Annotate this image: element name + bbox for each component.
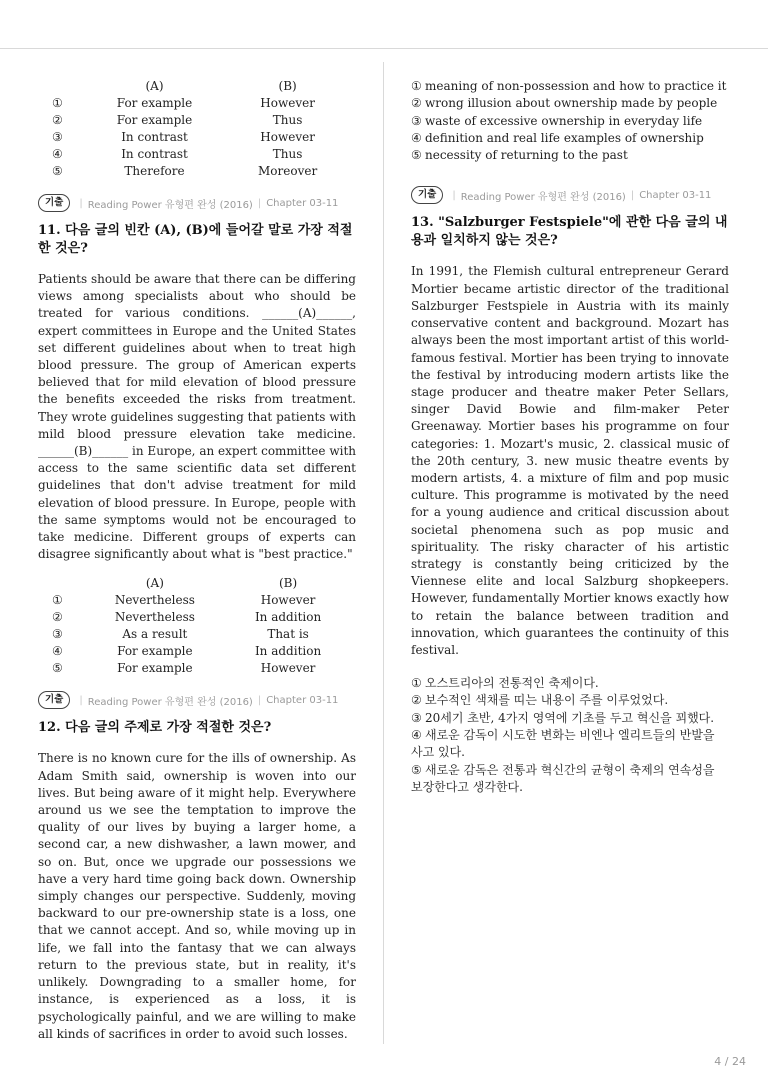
answer-number: ① [411,676,422,691]
answer-choice[interactable] [411,78,729,95]
chapter-label: Chapter 03-11 [266,197,339,209]
option-number: ⑤ [52,164,63,178]
option-a: For example [116,113,193,127]
option-b: In addition [254,644,322,659]
option-a: In contrast [121,130,188,144]
header-b: (B) [278,576,298,591]
left-column [38,78,356,1043]
option-number: ⑤ [52,661,63,676]
option-row[interactable] [38,146,356,163]
option-number: ① [52,96,63,110]
answer-choice[interactable] [411,727,729,762]
source-label: Reading Power 유형편 완성 (2016) [87,199,253,211]
option-a: For example [117,644,193,659]
option-number: ③ [52,627,63,642]
option-b: However [260,96,315,110]
answer-number: ⑤ [411,148,422,163]
q11-title: 11. 다음 글의 빈칸 (A), (B)에 들어갈 말로 가장 적절한 것은? [38,223,353,256]
option-row[interactable] [38,643,356,660]
answer-choice[interactable] [411,147,729,164]
option-number: ③ [52,130,63,144]
answer-choice[interactable] [411,675,729,692]
option-a: In contrast [121,147,188,161]
option-a: For example [116,96,193,110]
answer-choice[interactable] [411,95,729,112]
option-number: ① [52,593,63,608]
option-a: Nevertheless [114,593,195,608]
option-number: ④ [52,644,63,659]
option-row[interactable] [38,609,356,626]
q13-title: 13. "Salzburger Festspiele"에 관한 다음 글의 내용과 일치하지 않는 것은? [411,215,728,249]
answer-text: necessity of returning to the past [425,148,628,163]
answer-text: wrong illusion about ownership made by people [425,96,718,111]
q13-passage: In 1991, the Flemish cultural entrepreneur Gerard Mortier became artistic director of the traditional Salzburger Festspiele in Austria with its mainly conservative content and background. Mozart has always been the most important artist of this world-famous festival. Mortier has been trying to innovate the festival by introducing modern artists like the stage producer and theatre maker Peter Sellars, singer David Bowie and film-maker Peter Greenaway. Mortier bases his programme on four categories: 1. Mozart's music, 2. classical music of the 20th century, 3. new music theatre events by modern artists, 4. a mixture of film and pop music culture. This programme is motivated by the need for a young audience and critical discussion about societal phenomena such as pop music and spirituality. The risky character of his artistic strategy is constantly being criticized by the Viennese elite and local Salzburg shopkeepers. However, fundamentally Mortier knows exactly how to retain the balance between tradition and innovation, which guarantees the continuity of this festival. [411,264,729,657]
answer-choice[interactable] [411,692,729,709]
option-b: Moreover [258,164,318,178]
option-number: ② [52,113,63,127]
answer-text: 새로운 감독은 전통과 혁신간의 균형이 축제의 연속성을 보장한다고 생각한다. [411,762,715,794]
q12-meta: 기출 | Reading Power 유형편 완성 (2016) | Chapter 03-11 [38,691,356,709]
past-exam-badge: 기출 [38,691,70,709]
answer-choice[interactable] [411,762,729,797]
q12-passage: There is no known cure for the ills of ownership. As Adam Smith said, ownership is woven into our lives. But being aware of it might help. Everywhere around us we see the temptation to improve the quality of our lives by buying a larger home, a second car, a new dishwasher, a lawn mower, and so on. But, once we upgrade our possessions we have a very hard time going back down. Ownership simply changes our perspective. Suddenly, moving backward to our pre-ownership state is a loss, one that we cannot accept. And so, while moving up in life, we fall into the fantasy that we can always return to the previous state, but in reality, it's unlikely. Downgrading to a smaller home, for instance, is experienced as a loss, it is psychologically painful, and we are willing to make all kinds of sacrifices in order to avoid such losses. [38,751,356,1041]
answer-number: ④ [411,130,422,145]
option-row[interactable] [38,129,356,146]
option-b: However [260,661,316,676]
option-b: However [260,593,316,608]
options-header [38,575,356,592]
header-a: (A) [145,576,164,591]
q12-title: 12. 다음 글의 주제로 가장 적절한 것은? [38,720,272,736]
option-row[interactable] [38,112,356,129]
q13-meta: 기출 | Reading Power 유형편 완성 (2016) | Chapter 03-11 [411,186,729,204]
q11-passage: Patients should be aware that there can be differing views among specialists about who should be treated for various conditions. ______(A)______, expert committees in Europe and the United States set different guidelines about when to treat high blood pressure. The group of American experts believed that for mild elevation of blood pressure the benefits exceeded the risks from treatment. They wrote guidelines suggesting that patients with mild blood pressure elevation take medicine. ______(B)______ in Europe, an expert committee with access to the same scientific data set different guidelines that don't advise treatment for mild elevation of blood pressure. In Europe, people with the same symptoms would not be encouraged to take medicine. Different groups of experts can disagree significantly about what is "best practice." [38,272,356,562]
header-rule [0,48,768,49]
answer-number: ② [411,96,422,111]
option-a: Nevertheless [114,610,195,625]
answer-text: waste of excessive ownership in everyday life [425,113,703,128]
chapter-label: Chapter 03-11 [266,694,339,706]
answer-text: definition and real life examples of ownership [425,130,704,145]
answer-number: ② [411,693,422,708]
option-row[interactable] [38,626,356,643]
answer-number: ③ [411,113,422,128]
option-b: However [260,130,315,144]
option-a: For example [117,661,193,676]
q10-options-table [38,78,356,180]
answer-text: 20세기 초반, 4가지 영역에 기초를 두고 혁신을 꾀했다. [425,710,715,725]
answer-number: ① [411,79,422,93]
answer-number: ④ [411,728,422,743]
option-b: Thus [272,147,303,161]
source-label: Reading Power 유형편 완성 (2016) [87,696,253,708]
past-exam-badge: 기출 [411,186,443,204]
q11-meta: 기출 | Reading Power 유형편 완성 (2016) | Chapter 03-11 [38,194,356,212]
header-a: (A) [145,79,164,93]
option-row[interactable] [38,163,356,180]
answer-text: 새로운 감독이 시도한 변화는 비엔나 엘리트들의 반발을 사고 있다. [411,728,715,760]
option-row[interactable] [38,660,356,677]
q12-answer-list [411,78,729,164]
right-column [411,78,729,796]
answer-text: 보수적인 색채를 띠는 내용이 주를 이루었었다. [425,693,669,708]
answer-number: ⑤ [411,762,422,777]
option-number: ② [52,610,63,625]
answer-choice[interactable] [411,710,729,727]
option-row[interactable] [38,95,356,112]
option-a: Therefore [124,164,185,178]
answer-text: meaning of non-possession and how to practice it [425,79,727,93]
option-a: As a result [122,627,188,642]
answer-text: 오스트리아의 전통적인 축제이다. [425,676,599,691]
option-b: That is [267,627,309,642]
header-b: (B) [278,79,297,93]
column-divider [383,62,384,1044]
answer-choice[interactable] [411,130,729,147]
q11-options-table [38,575,356,677]
answer-choice[interactable] [411,113,729,130]
option-b: In addition [254,610,322,625]
source-label: Reading Power 유형편 완성 (2016) [460,191,626,203]
chapter-label: Chapter 03-11 [639,189,712,201]
page-number: 4 / 24 [714,1055,746,1068]
answer-number: ③ [411,710,422,725]
past-exam-badge: 기출 [38,194,70,212]
options-header [38,78,356,95]
q13-answer-list [411,675,729,796]
option-b: Thus [272,113,303,127]
option-row[interactable] [38,592,356,609]
option-number: ④ [52,147,63,161]
